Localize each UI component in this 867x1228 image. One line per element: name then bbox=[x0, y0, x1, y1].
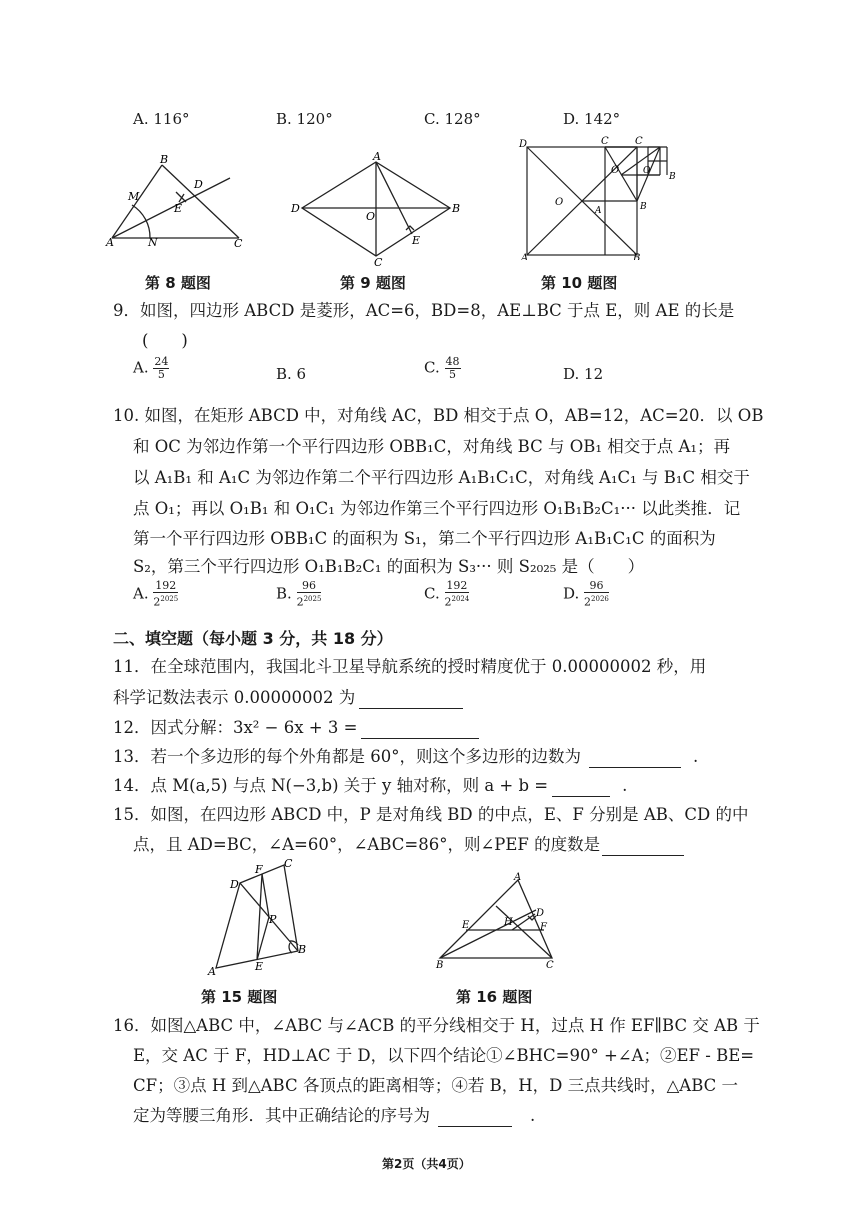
fig10-label-a: A bbox=[521, 253, 529, 260]
figure-15-caption: 第 15 题图 bbox=[201, 988, 278, 1006]
q15-line1: 15．如图，在四边形 ABCD 中，P 是对角线 BD 的中点，E、F 分别是 AB、CD 的中 bbox=[113, 805, 749, 824]
q9-a-num: 24 bbox=[154, 355, 169, 368]
fig15-label-e: E bbox=[255, 960, 264, 973]
fig8-label-a: A bbox=[106, 236, 114, 249]
fig16-label-d: D bbox=[536, 908, 545, 919]
q15-line2 bbox=[133, 834, 684, 856]
fig15-label-c: C bbox=[284, 857, 293, 870]
q14-answer-blank[interactable] bbox=[552, 780, 610, 797]
q13-answer-blank[interactable] bbox=[589, 751, 681, 768]
q16-text: 定为等腰三角形．其中正确结论的序号为 bbox=[133, 1106, 430, 1125]
fig8-label-n: N bbox=[148, 236, 158, 249]
q10-d-prefix: D. bbox=[563, 584, 580, 603]
fig10-label-c1: C bbox=[635, 136, 643, 147]
fig16-label-f: F bbox=[540, 922, 547, 933]
q11-text: 科学记数法表示 0.00000002 为 bbox=[113, 688, 356, 707]
q16-line3: CF；③点 H 到△ABC 各顶点的距离相等；④若 B，H，D 三点共线时，△ABC 一 bbox=[133, 1076, 738, 1095]
q14-period: . bbox=[622, 776, 628, 795]
q12-line bbox=[113, 717, 479, 739]
fig16-label-a: A bbox=[514, 872, 522, 883]
q10-d-den: $2^{2026}$ bbox=[584, 595, 609, 609]
fig10-label-d: D bbox=[519, 139, 528, 150]
q16-answer-blank[interactable] bbox=[438, 1110, 512, 1127]
q9-text: 9．如图，四边形 ABCD 是菱形，AC=6，BD=8，AE⊥BC 于点 E，则 AE 的长是 bbox=[113, 301, 735, 320]
page-footer: 第2页（共4页） bbox=[382, 1157, 471, 1171]
q12-answer-blank[interactable] bbox=[361, 722, 479, 739]
q9-c-den: 5 bbox=[449, 368, 456, 381]
q10-b-num: 96 bbox=[297, 580, 322, 593]
fig8-label-b: B bbox=[160, 153, 169, 166]
q10-d-fraction bbox=[584, 580, 609, 609]
fig16-label-e: E bbox=[462, 920, 470, 931]
figure-9-caption: 第 9 题图 bbox=[340, 274, 406, 292]
q16-line2: E，交 AC 于 F，HD⊥AC 于 D，以下四个结论①∠BHC=90° +∠A；②EF - BE= bbox=[133, 1046, 755, 1065]
figure-10-caption: 第 10 题图 bbox=[541, 274, 618, 292]
q10-option-d bbox=[563, 580, 609, 609]
q10-a-den: $2^{2025}$ bbox=[153, 595, 179, 609]
q13-line bbox=[113, 746, 698, 768]
q10-d-num: 96 bbox=[584, 580, 609, 593]
fig9-label-e: E bbox=[412, 234, 421, 247]
fig15-label-f: F bbox=[255, 863, 263, 876]
fig15-label-d: D bbox=[230, 878, 239, 891]
fig9-label-d: D bbox=[291, 202, 300, 215]
q9-a-fraction bbox=[153, 356, 169, 381]
section-2-heading: 二、填空题（每小题 3 分，共 18 分） bbox=[113, 629, 393, 648]
q10-line1: 10. 如图，在矩形 ABCD 中，对角线 AC，BD 相交于点 O，AB=12，AC=20．以 OB bbox=[113, 406, 764, 425]
fig10-label-o1: O bbox=[643, 166, 651, 176]
q16-period: . bbox=[530, 1106, 536, 1125]
fig9-label-b: B bbox=[452, 202, 461, 215]
q10-c-fraction bbox=[445, 580, 470, 609]
q12-text: 12．因式分解：3x² − 6x + 3 = bbox=[113, 718, 358, 737]
q9-option-d: D. 12 bbox=[563, 365, 604, 383]
q10-line3: 以 A₁B₁ 和 A₁C 为邻边作第二个平行四边形 A₁B₁C₁C，对角线 A₁C₁ 与 B₁C 相交于 bbox=[133, 468, 750, 487]
fig15-label-a: A bbox=[208, 965, 216, 978]
q16-line1: 16．如图△ABC 中，∠ABC 与∠ACB 的平分线相交于 H，过点 H 作 EF∥BC 交 AB 于 bbox=[113, 1016, 760, 1035]
q13-text: 13．若一个多边形的每个外角都是 60°，则这个多边形的边数为 bbox=[113, 747, 581, 766]
fig10-label-o: O bbox=[611, 165, 620, 176]
q9-a-den: 5 bbox=[157, 368, 165, 381]
q9-option-b: B. 6 bbox=[276, 365, 307, 383]
q11-line2 bbox=[113, 687, 463, 709]
fig10-label-a1: A bbox=[595, 206, 602, 216]
q8-option-b: B. 120° bbox=[276, 110, 333, 128]
q9-option-a bbox=[133, 356, 169, 381]
q15-answer-blank[interactable] bbox=[602, 839, 684, 856]
fig9-label-c: C bbox=[374, 256, 383, 269]
figure-8 bbox=[104, 150, 264, 250]
fig8-label-e: E bbox=[174, 202, 183, 215]
figure-9 bbox=[290, 150, 465, 270]
q9-c-prefix: C. bbox=[424, 358, 440, 377]
fig9-label-a: A bbox=[373, 150, 381, 163]
q10-b-prefix: B. bbox=[276, 584, 292, 603]
fig16-label-h: H bbox=[504, 917, 513, 928]
fig9-label-o: O bbox=[366, 210, 376, 223]
q14-line bbox=[113, 775, 627, 797]
q11-line1: 11．在全球范围内，我国北斗卫星导航系统的授时精度优于 0.00000002 秒，用 bbox=[113, 657, 707, 676]
q9-c-fraction bbox=[445, 356, 461, 381]
fig16-label-b: B bbox=[436, 960, 444, 971]
fig15-label-p: P bbox=[269, 913, 277, 926]
q10-b-fraction bbox=[297, 580, 322, 609]
q15-text: 点，且 AD=BC，∠A=60°，∠ABC=86°，则∠PEF 的度数是 bbox=[133, 835, 601, 854]
fig10-label-c: C bbox=[601, 136, 609, 147]
q10-option-b bbox=[276, 580, 321, 609]
q14-text: 14．点 M(a,5) 与点 N(−3,b) 关于 y 轴对称，则 a + b = bbox=[113, 776, 549, 795]
q10-line5: 第一个平行四边形 OBB₁C 的面积为 S₁，第二个平行四边形 A₁B₁C₁C 的面积为 bbox=[133, 529, 716, 548]
fig16-label-c: C bbox=[546, 960, 554, 971]
q11-answer-blank[interactable] bbox=[359, 692, 463, 709]
q9-option-c bbox=[424, 356, 461, 381]
fig15-label-b: B bbox=[298, 943, 307, 956]
fig10-label-o2: O bbox=[555, 197, 564, 208]
q10-c-den: $2^{2024}$ bbox=[444, 595, 470, 609]
q13-period: . bbox=[693, 747, 699, 766]
q10-a-num: 192 bbox=[155, 579, 177, 592]
q10-line4: 点 O₁；再以 O₁B₁ 和 O₁C₁ 为邻边作第三个平行四边形 O₁B₁B₂C₁··· 以此类推．记 bbox=[133, 499, 741, 518]
fig8-label-d: D bbox=[194, 178, 203, 191]
q10-a-fraction bbox=[153, 580, 178, 609]
fig10-label-b2: B bbox=[640, 202, 647, 212]
q9-c-num: 48 bbox=[445, 355, 460, 368]
q9-paren: ( ) bbox=[142, 331, 188, 350]
fig8-label-m: M bbox=[128, 190, 140, 203]
fig10-label-b1: B bbox=[669, 172, 676, 182]
q10-option-a bbox=[133, 580, 178, 609]
q8-option-c: C. 128° bbox=[424, 110, 481, 128]
q10-line2: 和 OC 为邻边作第一个平行四边形 OBB₁C，对角线 BC 与 OB₁ 相交于点 A₁；再 bbox=[133, 437, 730, 456]
q10-c-num: 192 bbox=[446, 579, 468, 592]
figure-16 bbox=[432, 870, 567, 975]
q16-line4 bbox=[133, 1105, 535, 1127]
q10-c-prefix: C. bbox=[424, 584, 440, 603]
q8-option-d: D. 142° bbox=[563, 110, 621, 128]
figure-15 bbox=[200, 855, 320, 980]
q10-option-c bbox=[424, 580, 469, 609]
q10-a-prefix: A. bbox=[133, 584, 149, 603]
figure-10 bbox=[515, 135, 680, 260]
q10-b-den: $2^{2025}$ bbox=[296, 595, 322, 609]
q10-line6: S₂，第三个平行四边形 O₁B₁B₂C₁ 的面积为 S₃··· 则 S₂₀₂₅ 是（ ） bbox=[133, 557, 645, 576]
fig10-label-b: B bbox=[633, 253, 641, 260]
figure-16-caption: 第 16 题图 bbox=[456, 988, 533, 1006]
figure-8-caption: 第 8 题图 bbox=[145, 274, 211, 292]
q8-option-a: A. 116° bbox=[133, 110, 190, 128]
fig8-label-c: C bbox=[234, 237, 243, 250]
q9-a-prefix: A. bbox=[133, 358, 149, 377]
